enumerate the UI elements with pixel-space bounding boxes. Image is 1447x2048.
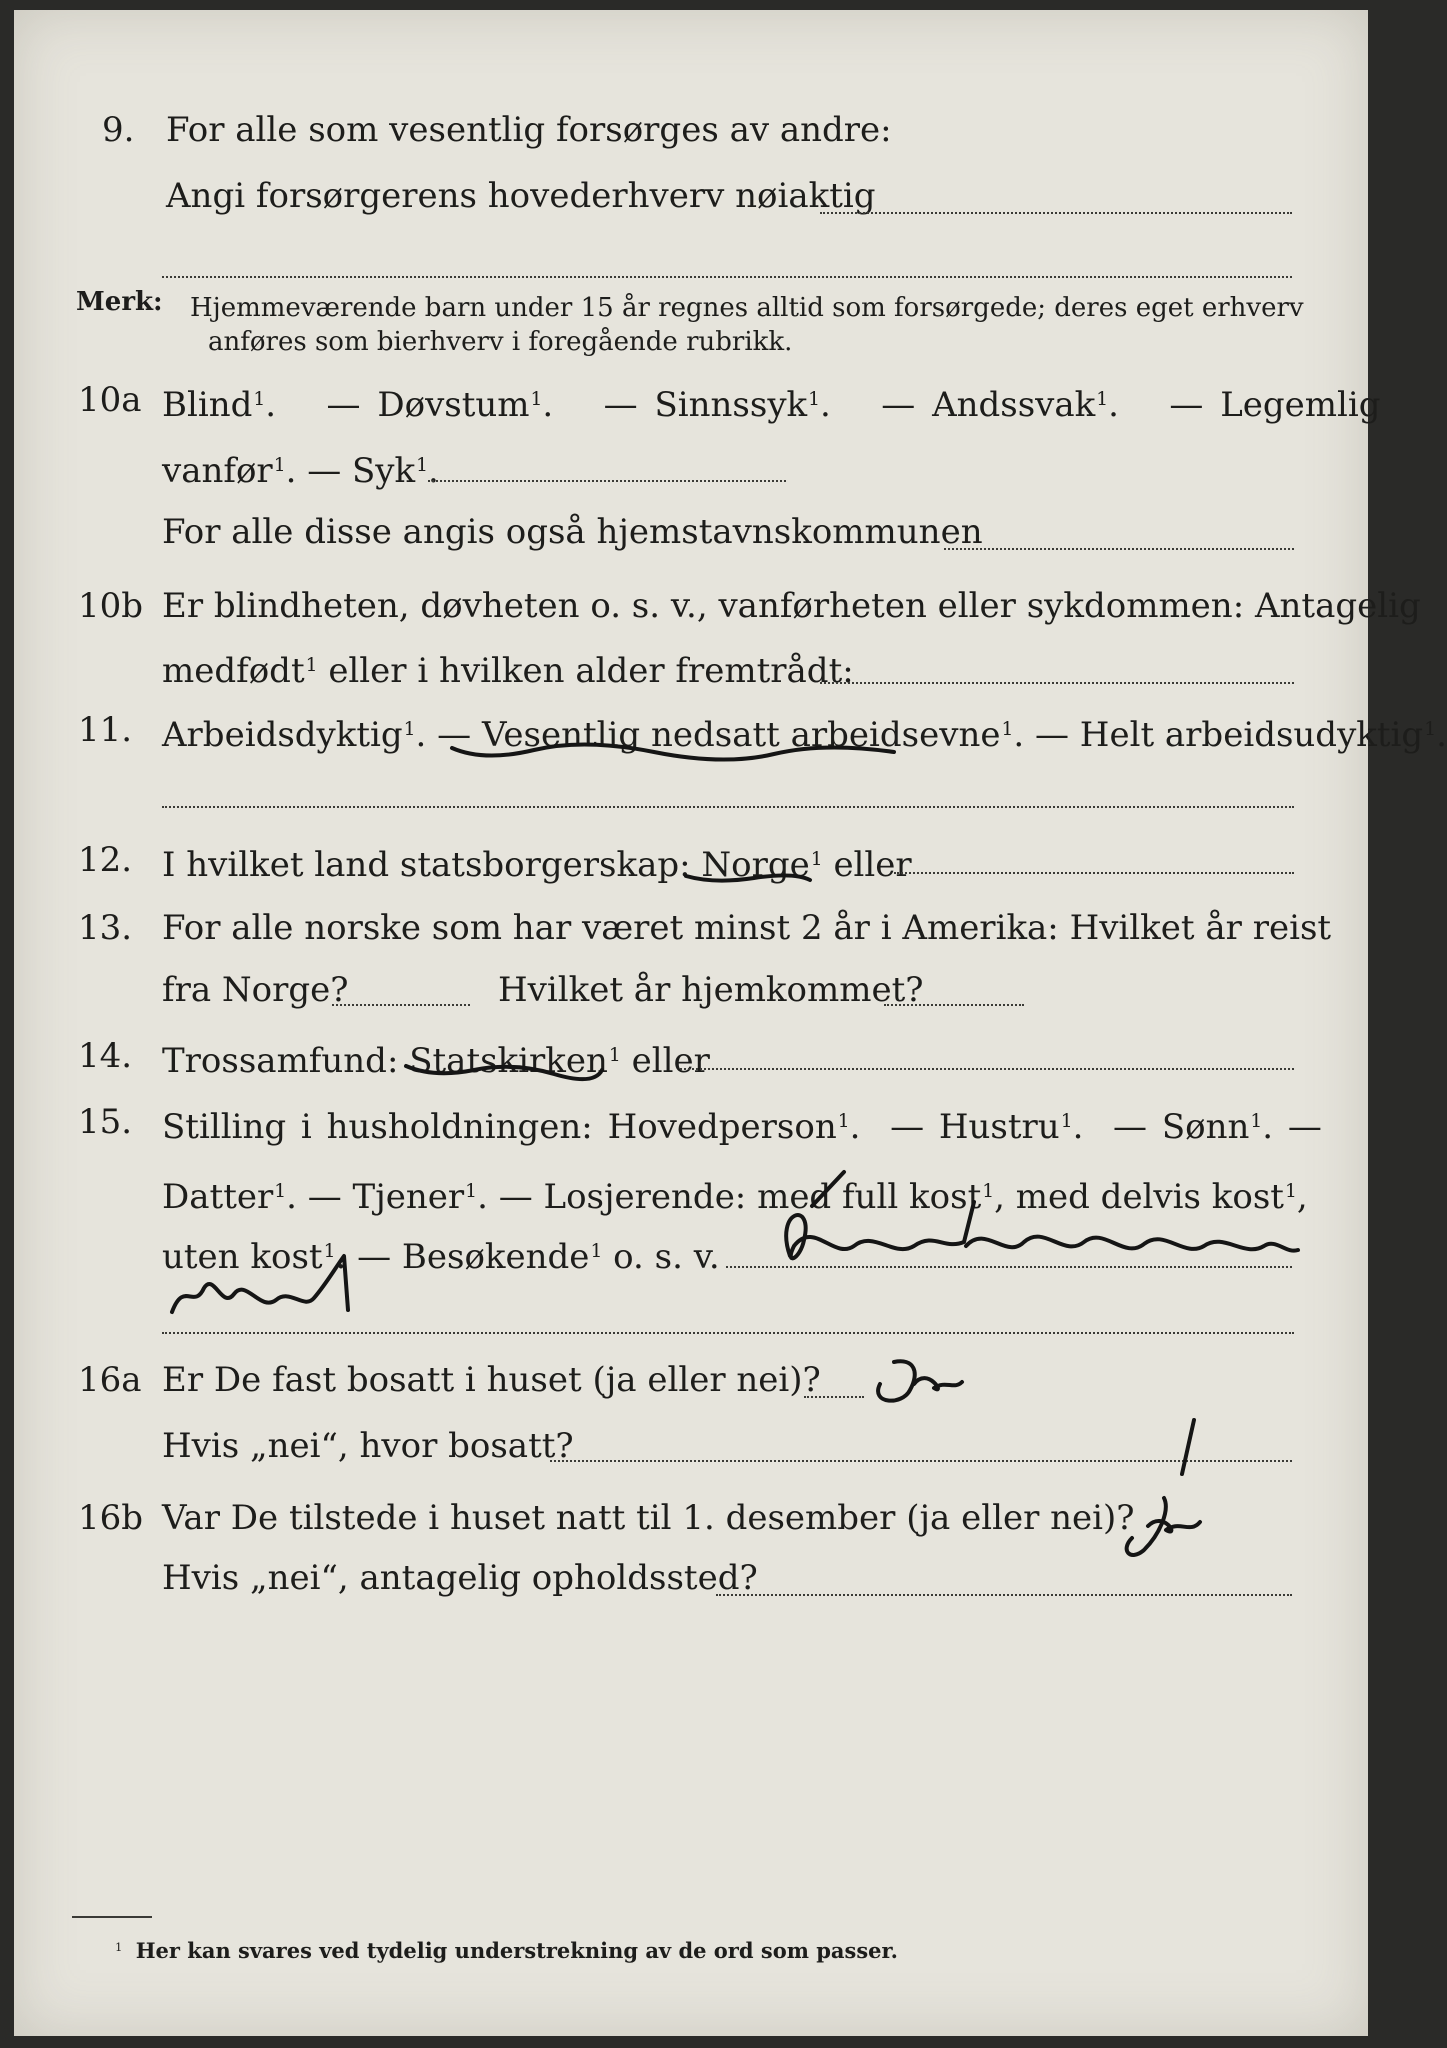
merk-line1: Hjemmeværende barn under 15 år regnes alltid som forsørgede; deres eget erhverv bbox=[190, 293, 1304, 323]
merk-line2: anføres som bierhverv i foregående rubrikk. bbox=[208, 327, 793, 357]
q10a-syk[interactable]: — Syk bbox=[307, 451, 416, 492]
q15-number: 15. bbox=[78, 1102, 133, 1142]
q15-hustru[interactable]: — Hustru bbox=[890, 1107, 1060, 1148]
q10a-line3: For alle disse angis også hjemstavnskommunen bbox=[162, 512, 983, 552]
q9-answer-line-2[interactable] bbox=[162, 276, 1292, 278]
q13-line2b: Hvilket år hjemkommet? bbox=[498, 970, 924, 1010]
q15-line2: Datter$^1$. — Tjener$^1$. — Losjerende: med full kost$^1$, med delvis kost$^1$, bbox=[162, 1177, 1308, 1218]
q10a-sinnssyk[interactable]: — Sinnssyk bbox=[603, 385, 808, 426]
q14-statskirken[interactable]: Statskirken bbox=[409, 1041, 608, 1082]
q9-line2: Angi forsørgerens hovederhverv nøiaktig bbox=[166, 176, 876, 216]
q14-line: Trossamfund: Statskirken$^1$ eller bbox=[162, 1041, 710, 1082]
q10b-medfodt[interactable]: medfødt bbox=[162, 651, 305, 692]
census-form-page bbox=[14, 10, 1447, 2036]
q13-reist-answer-line[interactable] bbox=[332, 1004, 470, 1006]
q14-number: 14. bbox=[78, 1036, 133, 1076]
q15-uten-kost[interactable]: uten kost bbox=[162, 1237, 323, 1278]
q16b-opholdssted-answer-line[interactable] bbox=[716, 1594, 1292, 1596]
q10b-number: 10b bbox=[78, 586, 144, 626]
q16a-line2: Hvis „nei“, hvor bosatt? bbox=[162, 1426, 574, 1466]
q10b-line1: Er blindheten, døvheten o. s. v., vanførheten eller sykdommen: Antagelig bbox=[162, 586, 1421, 626]
q11-answer-line[interactable] bbox=[162, 806, 1294, 808]
q10b-answer-line[interactable] bbox=[820, 682, 1294, 684]
q16a-answer-line[interactable] bbox=[804, 1396, 864, 1398]
q10a-legemlig[interactable]: — Legemlig bbox=[1169, 385, 1381, 426]
q15-besokende[interactable]: — Besøkende bbox=[357, 1237, 590, 1278]
q16b-line2: Hvis „nei“, antagelig opholdssted? bbox=[162, 1558, 758, 1598]
q10a-blind[interactable]: Blind bbox=[162, 385, 253, 426]
q15-losjerende[interactable]: — Losjerende: med full kost bbox=[498, 1177, 982, 1218]
q13-line1: For alle norske som har været minst 2 år i Amerika: Hvilket år reist bbox=[162, 908, 1332, 948]
q13-line2a: fra Norge? bbox=[162, 970, 349, 1010]
q11-helt-udyktig[interactable]: Helt arbeidsudyktig bbox=[1079, 715, 1424, 756]
q10a-line2: vanfør$^1$. — Syk$^1$. bbox=[162, 451, 439, 492]
q10a-line1: Blind$^1$. — Døvstum$^1$. — Sinnssyk$^1$. — Andssvak$^1$. — Legemlig bbox=[162, 385, 1381, 426]
handwriting-ja-16b bbox=[1127, 1498, 1200, 1555]
q15-line3: uten kost$^1$. — Besøkende$^1$ o. s. v. bbox=[162, 1237, 720, 1278]
q12-line: I hvilket land statsborgerskap: Norge$^1$ eller bbox=[162, 845, 912, 886]
q11-line: Arbeidsdyktig$^1$. — Vesentlig nedsatt arbeidsevne$^1$. — Helt arbeidsudyktig$^1$. bbox=[162, 715, 1447, 756]
q15-datter[interactable]: Datter bbox=[162, 1177, 274, 1218]
footnote: $^1$ Her kan svares ved tydelig understrekning av de ord som passer. bbox=[115, 1937, 898, 1963]
q11-arbeidsdyktig[interactable]: Arbeidsdyktig bbox=[162, 715, 403, 756]
q13-number: 13. bbox=[78, 908, 133, 948]
q16a-bosatt-answer-line[interactable] bbox=[550, 1460, 1292, 1462]
q12-answer-line[interactable] bbox=[894, 872, 1294, 874]
q11-number: 11. bbox=[78, 710, 133, 750]
q10a-dovstum[interactable]: — Døvstum bbox=[326, 385, 530, 426]
q15-tjener[interactable]: — Tjener bbox=[307, 1177, 465, 1218]
handwriting-slash-16a bbox=[1182, 1420, 1194, 1474]
q10a-hjemstavn-answer-line[interactable] bbox=[944, 548, 1294, 550]
q10b-line2: medfødt$^1$ eller i hvilken alder fremtrådt: bbox=[162, 651, 854, 692]
q12-norge[interactable]: Norge bbox=[701, 845, 810, 886]
merk-label: Merk: bbox=[76, 287, 163, 317]
q11-vesentlig-nedsatt[interactable]: Vesentlig nedsatt arbeidsevne bbox=[481, 715, 1001, 756]
q16b-line1: Var De tilstede i huset natt til 1. desember (ja eller nei)? bbox=[162, 1498, 1135, 1538]
q16b-number: 16b bbox=[78, 1498, 144, 1538]
q15-sonn[interactable]: — Sønn bbox=[1113, 1107, 1250, 1148]
q15-answer-line[interactable] bbox=[726, 1266, 1292, 1268]
q9-answer-line[interactable] bbox=[820, 212, 1292, 214]
q10a-vanfor[interactable]: vanfør bbox=[162, 451, 273, 492]
handwriting-ja-16a bbox=[878, 1361, 962, 1400]
q15-answer-line-2[interactable] bbox=[162, 1332, 1294, 1334]
q14-answer-line[interactable] bbox=[680, 1068, 1294, 1070]
q16a-line1: Er De fast bosatt i huset (ja eller nei)? bbox=[162, 1360, 821, 1400]
footnote-rule bbox=[72, 1916, 152, 1918]
q15-line1: Stilling i husholdningen: Hovedperson$^1$. — Hustru$^1$. — Sønn$^1$. — bbox=[162, 1107, 1322, 1148]
q10a-number: 10a bbox=[78, 380, 142, 420]
q10a-andssvak[interactable]: — Andssvak bbox=[881, 385, 1096, 426]
q12-number: 12. bbox=[78, 840, 133, 880]
q10a-syk-answer-line[interactable] bbox=[428, 480, 786, 482]
q9-line1: For alle som vesentlig forsørges av andre: bbox=[166, 110, 892, 150]
q16a-number: 16a bbox=[78, 1360, 142, 1400]
q9-number: 9. bbox=[102, 110, 135, 150]
q13-hjemkommet-answer-line[interactable] bbox=[884, 1004, 1024, 1006]
